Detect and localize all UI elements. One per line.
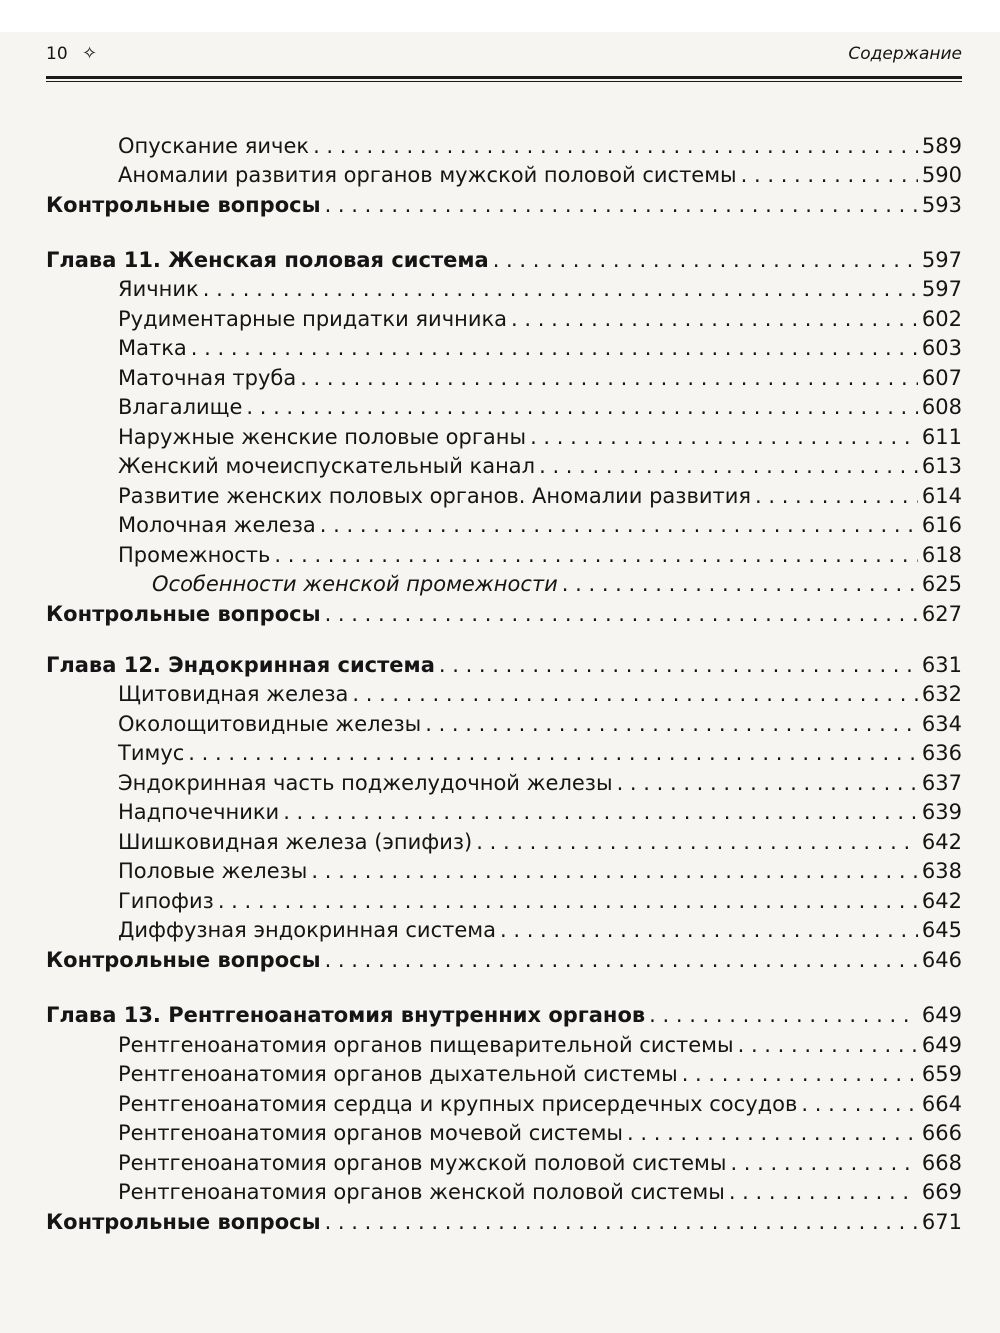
- toc-entry-title: Аномалии развития органов мужской половой системы: [118, 163, 737, 187]
- toc-heading: [46, 650, 962, 680]
- toc-entry: [46, 304, 962, 334]
- toc-entry-page: 618: [921, 543, 962, 567]
- dot-leader: [730, 1148, 917, 1178]
- toc-entry-title: Щитовидная железа: [118, 682, 349, 706]
- toc-entry-title: Эндокринная часть поджелудочной железы: [118, 771, 613, 795]
- toc-entry-page: 616: [921, 513, 962, 537]
- toc-entry-page: 625: [921, 572, 962, 596]
- dot-leader: [493, 245, 918, 275]
- toc-entry: [46, 768, 962, 798]
- toc-entry-page: 614: [921, 484, 962, 508]
- toc-heading: [46, 190, 962, 220]
- toc-entry-title: Глава 11. Женская половая система: [46, 248, 489, 272]
- dot-leader: [320, 510, 918, 540]
- toc-heading: [46, 599, 962, 629]
- toc-entry-page: 639: [921, 800, 962, 824]
- dot-leader: [300, 363, 918, 393]
- toc-heading: [46, 1207, 962, 1237]
- dot-leader: [511, 304, 918, 334]
- toc-entry-page: 669: [921, 1180, 962, 1204]
- toc-entry-page: 590: [921, 163, 962, 187]
- dot-leader: [218, 886, 918, 916]
- dot-leader: [325, 945, 918, 975]
- dot-leader: [188, 738, 918, 768]
- toc-entry-title: Рудиментарные придатки яичника: [118, 307, 508, 331]
- toc-entry: [46, 827, 962, 857]
- dot-leader: [476, 827, 918, 857]
- toc-entry-title: Рентгеноанатомия органов пищеварительной системы: [118, 1033, 734, 1057]
- toc-entry: [46, 160, 962, 190]
- toc-entry-page: 642: [921, 889, 962, 913]
- toc-entry: [46, 422, 962, 452]
- toc-entry: [46, 709, 962, 739]
- toc-entry-title: Влагалище: [118, 395, 243, 419]
- dot-leader: [274, 540, 918, 570]
- toc-entry-title: Контрольные вопросы: [46, 193, 321, 217]
- toc-entry-title: Рентгеноанатомия органов женской половой системы: [118, 1180, 725, 1204]
- dot-leader: [741, 160, 918, 190]
- dot-leader: [729, 1177, 918, 1207]
- toc-entry-page: 637: [921, 771, 962, 795]
- toc-entry: [46, 886, 962, 916]
- toc-entry-title: Рентгеноанатомия органов мужской половой системы: [118, 1151, 727, 1175]
- toc-entry-page: 638: [921, 859, 962, 883]
- toc-entry: [46, 131, 962, 161]
- toc-entry: [46, 569, 962, 599]
- toc-entry: [46, 738, 962, 768]
- dot-leader: [649, 1000, 918, 1030]
- toc-heading: [46, 245, 962, 275]
- toc-entry-title: Особенности женской промежности: [152, 572, 558, 596]
- toc-entry-title: Промежность: [118, 543, 271, 567]
- dot-leader: [801, 1089, 918, 1119]
- toc-entry-title: Тимус: [118, 741, 185, 765]
- toc-entry-title: Яичник: [118, 277, 199, 301]
- toc-entry-page: 636: [921, 741, 962, 765]
- toc-entry: [46, 915, 962, 945]
- toc-entry: [46, 451, 962, 481]
- running-title: Содержание: [848, 44, 962, 64]
- toc-entry: [46, 1177, 962, 1207]
- toc-entry-title: Контрольные вопросы: [46, 948, 321, 972]
- toc-entry: [46, 363, 962, 393]
- toc-entry-title: Околощитовидные железы: [118, 712, 422, 736]
- toc-entry-page: 597: [921, 277, 962, 301]
- toc-entry-page: 642: [921, 830, 962, 854]
- header-rule-thin: [46, 81, 962, 82]
- toc-heading: [46, 945, 962, 975]
- toc-entry-title: Контрольные вопросы: [46, 1210, 321, 1234]
- ornament-icon: ✧: [82, 43, 98, 64]
- toc-entry-title: Рентгеноанатомия органов дыхательной системы: [118, 1062, 678, 1086]
- dot-leader: [325, 599, 918, 629]
- toc-entry-page: 649: [921, 1033, 962, 1057]
- toc-entry: [46, 797, 962, 827]
- toc-entry-page: 627: [921, 602, 962, 626]
- toc-entry-page: 593: [921, 193, 962, 217]
- toc-entry-title: Шишковидная железа (эпифиз): [118, 830, 473, 854]
- toc-entry: [46, 856, 962, 886]
- toc-entry-title: Наружные женские половые органы: [118, 425, 527, 449]
- toc-entry-title: Надпочечники: [118, 800, 280, 824]
- toc-entry-title: Глава 12. Эндокринная система: [46, 653, 435, 677]
- dot-leader: [627, 1118, 918, 1148]
- toc-entry-page: 659: [921, 1062, 962, 1086]
- toc-entry: [46, 392, 962, 422]
- toc-entry-title: Глава 13. Рентгеноанатомия внутренних органов: [46, 1003, 646, 1027]
- toc-entry-title: Рентгеноанатомия сердца и крупных присердечных сосудов: [118, 1092, 798, 1116]
- toc-entry: [46, 481, 962, 511]
- toc-entry: [46, 540, 962, 570]
- toc-entry-page: 646: [921, 948, 962, 972]
- toc-entry-page: 611: [921, 425, 962, 449]
- toc-entry-title: Диффузная эндокринная система: [118, 918, 496, 942]
- toc-entry-title: Маточная труба: [118, 366, 297, 390]
- toc-entry-title: Матка: [118, 336, 187, 360]
- toc-entry: [46, 1148, 962, 1178]
- dot-leader: [352, 679, 918, 709]
- toc-entry-page: 589: [921, 134, 962, 158]
- toc-entry: [46, 1089, 962, 1119]
- page-number: 10: [46, 44, 68, 64]
- toc-entry-page: 666: [921, 1121, 962, 1145]
- toc-entry-title: Опускание яичек: [118, 134, 310, 158]
- toc-entry-title: Половые железы: [118, 859, 308, 883]
- toc-entry-page: 668: [921, 1151, 962, 1175]
- toc-entry-page: 634: [921, 712, 962, 736]
- toc-entry: [46, 274, 962, 304]
- toc-entry-title: Женский мочеиспускательный канал: [118, 454, 536, 478]
- toc-entry-title: Молочная железа: [118, 513, 316, 537]
- toc-entry-title: Развитие женских половых органов. Аномалии развития: [118, 484, 751, 508]
- dot-leader: [311, 856, 918, 886]
- dot-leader: [203, 274, 918, 304]
- toc-entry-page: 671: [921, 1210, 962, 1234]
- toc-entry: [46, 1059, 962, 1089]
- toc-heading: [46, 1000, 962, 1030]
- toc-entry-page: 649: [921, 1003, 962, 1027]
- toc-entry-page: 597: [921, 248, 962, 272]
- dot-leader: [313, 131, 918, 161]
- dot-leader: [617, 768, 918, 798]
- toc-entry: [46, 1118, 962, 1148]
- dot-leader: [755, 481, 918, 511]
- toc-entry: [46, 333, 962, 363]
- toc-entry-page: 664: [921, 1092, 962, 1116]
- toc-entry-title: Рентгеноанатомия органов мочевой системы: [118, 1121, 624, 1145]
- toc-entry-page: 632: [921, 682, 962, 706]
- dot-leader: [283, 797, 918, 827]
- toc-entry-page: 603: [921, 336, 962, 360]
- toc-entry-page: 631: [921, 653, 962, 677]
- toc-entry: [46, 510, 962, 540]
- dot-leader: [562, 569, 918, 599]
- toc-entry-page: 607: [921, 366, 962, 390]
- toc-entry-page: 602: [921, 307, 962, 331]
- dot-leader: [191, 333, 918, 363]
- toc-entry-page: 645: [921, 918, 962, 942]
- toc-entry-page: 613: [921, 454, 962, 478]
- header-rule: [46, 76, 962, 79]
- dot-leader: [539, 451, 918, 481]
- dot-leader: [439, 650, 918, 680]
- dot-leader: [500, 915, 918, 945]
- dot-leader: [738, 1030, 918, 1060]
- toc-entry: [46, 1030, 962, 1060]
- dot-leader: [325, 1207, 918, 1237]
- toc-entry-title: Гипофиз: [118, 889, 214, 913]
- dot-leader: [530, 422, 918, 452]
- page-header: [46, 44, 962, 72]
- dot-leader: [682, 1059, 918, 1089]
- dot-leader: [425, 709, 918, 739]
- toc-entry: [46, 679, 962, 709]
- dot-leader: [325, 190, 918, 220]
- dot-leader: [246, 392, 918, 422]
- toc-entry-title: Контрольные вопросы: [46, 602, 321, 626]
- toc-entry-page: 608: [921, 395, 962, 419]
